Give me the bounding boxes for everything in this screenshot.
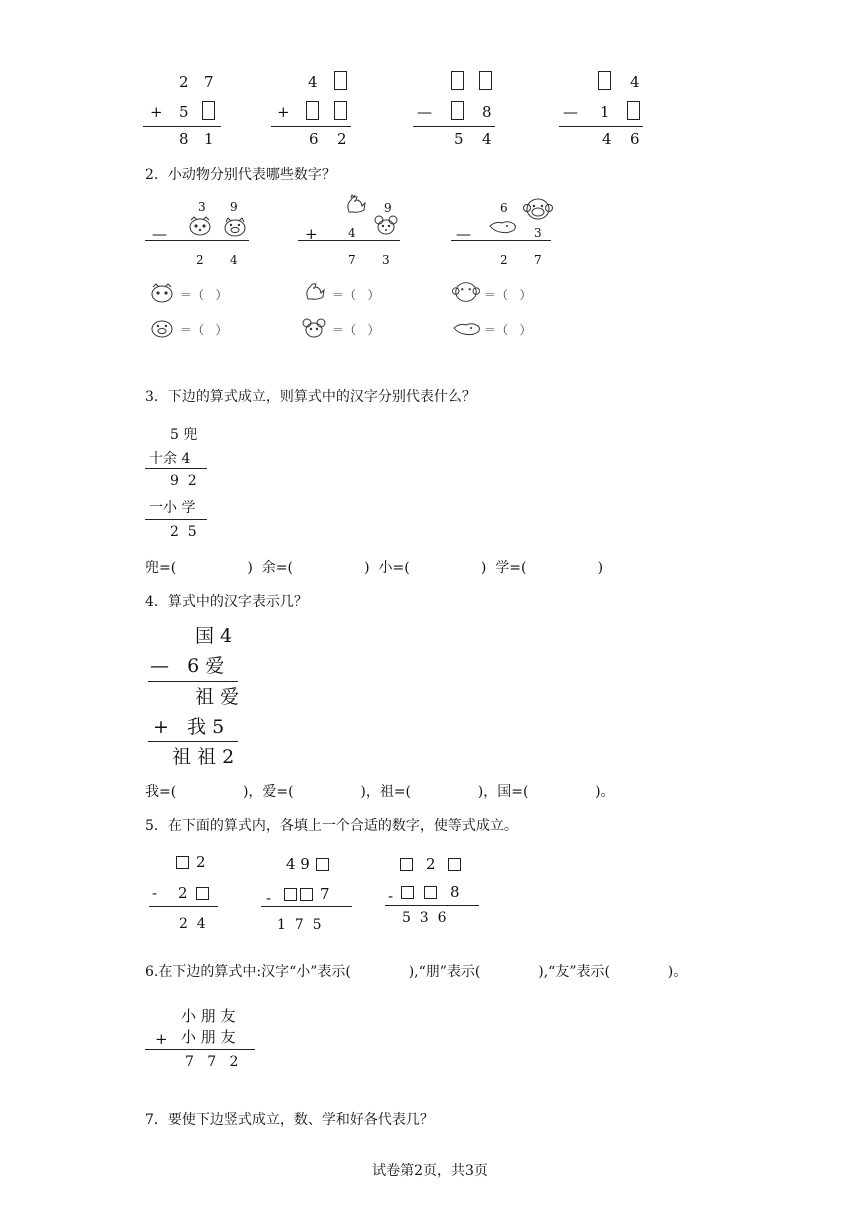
equation-line	[145, 1049, 255, 1050]
digit: 1	[600, 103, 610, 121]
question-3-title: 3．下边的算式成立，则算式中的汉字分别代表什么？	[145, 389, 476, 405]
sheep-icon	[488, 218, 518, 236]
row: 祖 祖 2	[172, 746, 235, 768]
digit: 4	[348, 226, 356, 240]
equation-line	[145, 468, 207, 469]
blank-box[interactable]	[451, 71, 464, 90]
operator: +	[155, 1030, 168, 1048]
mouse-face-icon	[302, 318, 326, 338]
row: 小 朋 友	[181, 1007, 236, 1025]
blank-box[interactable]	[598, 71, 611, 90]
rooster-icon	[343, 194, 367, 214]
blank-box[interactable]	[448, 858, 461, 871]
digit: 8	[179, 130, 189, 148]
digit: 9	[230, 200, 238, 214]
sheep-icon	[452, 320, 482, 338]
digit: 2	[426, 855, 436, 873]
monkey-face-icon	[452, 280, 480, 304]
operator: +	[150, 103, 163, 121]
result: 2 4	[179, 916, 206, 932]
equation-line	[148, 741, 238, 742]
equation-line	[298, 240, 400, 241]
blank-box[interactable]	[334, 71, 347, 90]
operator: —	[456, 225, 471, 243]
row: 9 2	[170, 473, 197, 489]
row: 5 兜	[170, 427, 198, 443]
answer-slot[interactable]: ＝（ ）	[332, 323, 380, 337]
blank-box[interactable]	[196, 887, 209, 900]
operator: —	[563, 103, 578, 121]
digit: 6	[309, 130, 319, 148]
row: 国 4	[195, 625, 233, 647]
equation-line	[145, 240, 249, 241]
blank-box[interactable]	[334, 101, 347, 120]
operator: +	[305, 225, 318, 243]
equation-line	[271, 126, 351, 127]
result: 7 7 2	[185, 1054, 239, 1070]
equation-line	[413, 126, 495, 127]
row: 一小 学	[149, 500, 196, 516]
operator: -	[388, 887, 394, 905]
digit: 7	[320, 885, 330, 903]
digit: 7	[348, 253, 356, 267]
equation-line	[145, 519, 207, 520]
digit: 2	[337, 130, 347, 148]
row: — 6 爱	[150, 655, 225, 677]
answer-slot[interactable]: ＝（ ）	[484, 288, 532, 302]
row: 小 朋 友	[181, 1028, 236, 1046]
blank-box[interactable]	[627, 101, 640, 120]
operator: -	[152, 884, 158, 902]
digit: 4	[630, 73, 640, 91]
blank-box[interactable]	[300, 888, 313, 901]
digit: 6	[630, 130, 640, 148]
q4-answer-line[interactable]: 我=( )，爱=( )，祖=( )，国=( )。	[145, 784, 615, 800]
mouse-face-icon	[374, 215, 398, 235]
digit: 1	[204, 130, 214, 148]
digit: 5	[454, 130, 464, 148]
equation-line	[385, 905, 479, 906]
question-2-title: 2．小动物分别代表哪些数字？	[145, 167, 336, 183]
blank-box[interactable]	[424, 886, 437, 899]
result: 5 3 6	[402, 910, 447, 926]
digit: 4	[308, 73, 318, 91]
digit: 4	[482, 130, 492, 148]
result: 1 7 5	[277, 917, 322, 933]
blank-box[interactable]	[400, 858, 413, 871]
answer-slot[interactable]: ＝（ ）	[332, 288, 380, 302]
digit: 5	[179, 103, 189, 121]
blank-box[interactable]	[176, 856, 189, 869]
blank-box[interactable]	[401, 886, 414, 899]
digit: 3	[198, 200, 206, 214]
digit: 6	[500, 201, 508, 215]
blank-box[interactable]	[479, 71, 492, 90]
equation-line	[261, 906, 352, 907]
digit: 3	[534, 226, 542, 240]
blank-box[interactable]	[451, 101, 464, 120]
cat-face-icon	[150, 283, 174, 303]
equation-line	[148, 681, 238, 682]
question-6-title: 6.在下边的算式中:汉字“小”表示( ),“朋”表示( ),“友”表示( )。	[145, 964, 688, 980]
answer-slot[interactable]: ＝（ ）	[180, 288, 228, 302]
monkey-face-icon	[523, 197, 553, 221]
blank-box[interactable]	[306, 101, 319, 120]
operator: —	[152, 225, 167, 243]
equation-line	[143, 126, 221, 127]
digit: 2	[179, 73, 189, 91]
equation-line	[451, 240, 551, 241]
operator: -	[266, 889, 272, 907]
q3-answer-line[interactable]: 兜=( ) 余=( ) 小=( ) 学=( )	[145, 560, 604, 576]
pig-face-icon	[150, 318, 174, 338]
digit: 8	[450, 883, 460, 901]
blank-box[interactable]	[202, 101, 215, 120]
digit: 4	[230, 253, 238, 267]
digit: 7	[534, 253, 542, 267]
digits: 4 9	[286, 855, 310, 873]
question-7-title: 7．要使下边竖式成立，数、学和好各代表几？	[145, 1112, 434, 1128]
operator: —	[417, 103, 432, 121]
answer-slot[interactable]: ＝（ ）	[180, 323, 228, 337]
digit: 4	[602, 130, 612, 148]
digit: 7	[204, 73, 214, 91]
cat-face-icon	[188, 216, 212, 236]
blank-box[interactable]	[284, 888, 297, 901]
equation-line	[559, 126, 643, 127]
row: 2 5	[170, 524, 197, 540]
row: 十余 4	[149, 451, 191, 467]
operator: +	[277, 103, 290, 121]
blank-box[interactable]	[316, 858, 329, 871]
digit: 2	[178, 884, 188, 902]
digit: 2	[196, 253, 204, 267]
question-4-title: 4．算式中的汉字表示几？	[145, 594, 308, 610]
digit: 9	[384, 201, 392, 215]
row: 祖 爱	[195, 686, 240, 708]
page-footer: 试卷第2页，共3页	[372, 1163, 488, 1179]
row: + 我 5	[153, 716, 225, 738]
rooster-icon	[302, 281, 326, 301]
digit: 2	[500, 253, 508, 267]
digit: 2	[196, 853, 206, 871]
digit: 3	[382, 253, 390, 267]
pig-face-icon	[223, 217, 247, 237]
question-5-title: 5．在下面的算式内，各填上一个合适的数字，使等式成立。	[145, 818, 518, 834]
answer-slot[interactable]: ＝（ ）	[484, 323, 532, 337]
digit: 8	[482, 103, 492, 121]
equation-line	[149, 906, 218, 907]
